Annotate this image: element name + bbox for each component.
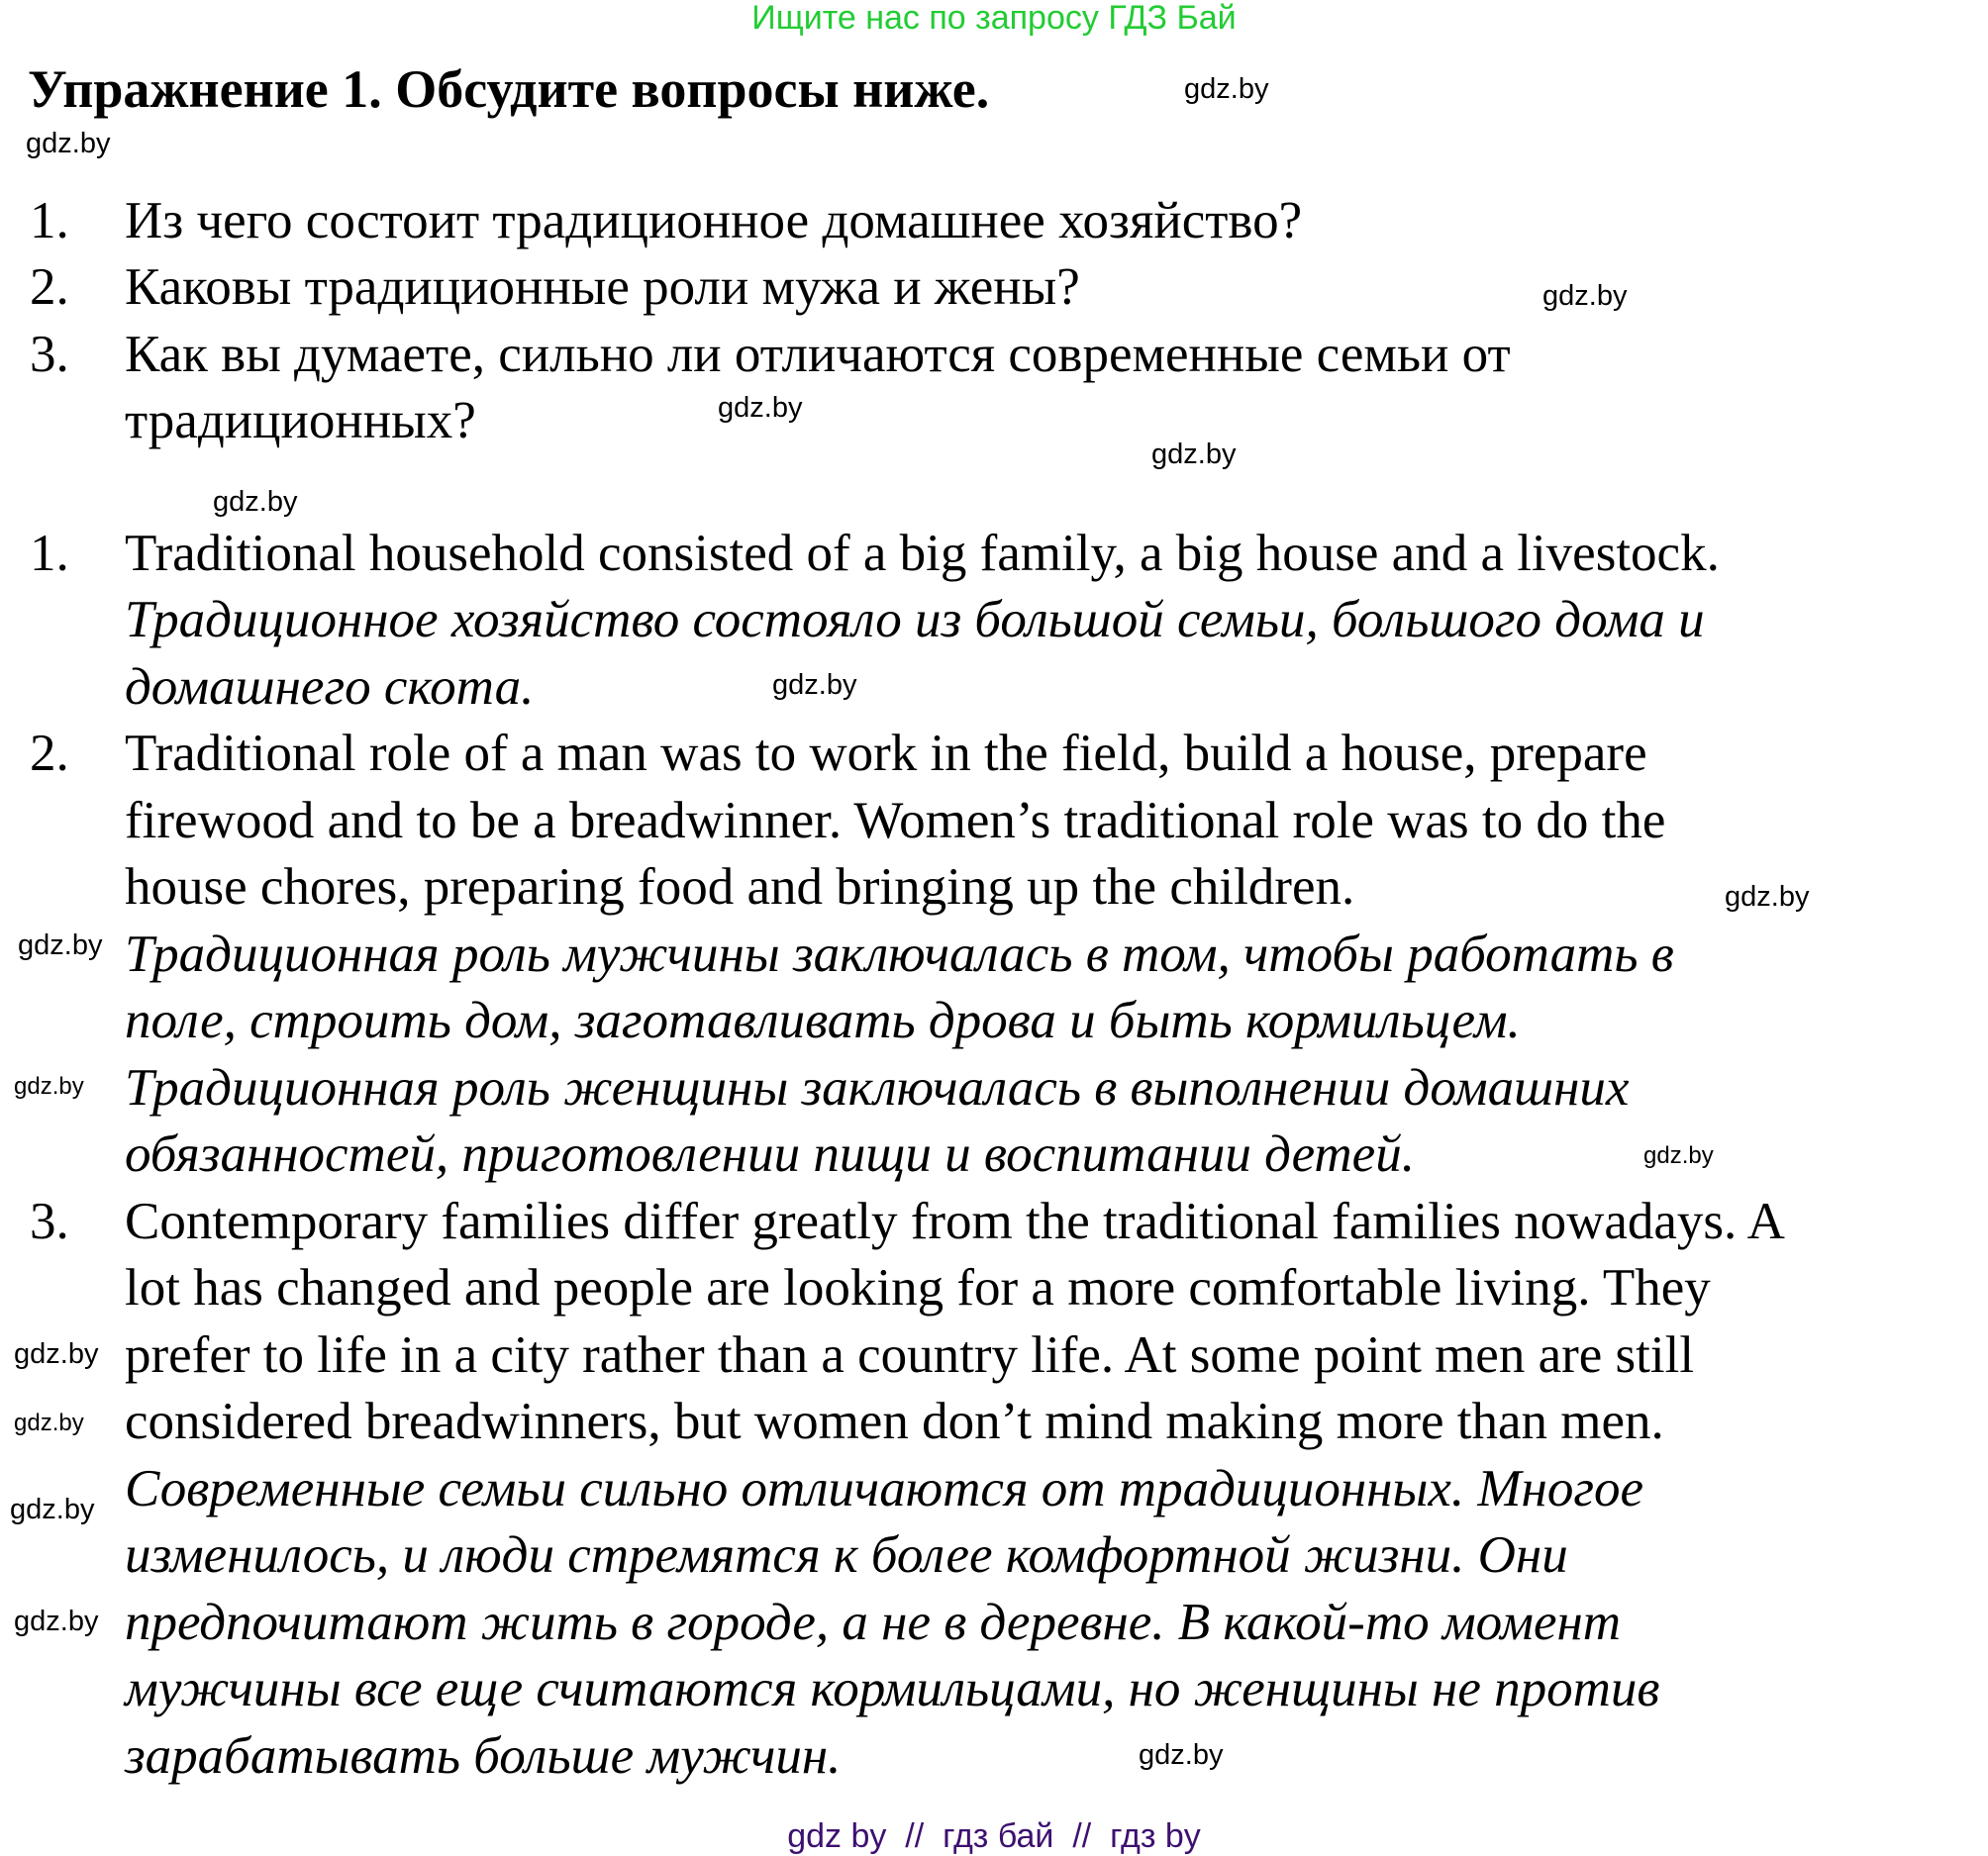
watermark: gdz.by (718, 392, 803, 424)
line-text: Traditional household consisted of a big family, a big house and a livestock. (125, 524, 1720, 582)
line-text: Traditional role of a man was to work in the field, build a house, prepare (125, 725, 1647, 783)
translation-text: поле, строить дом, заготавливать дрова и быть кормильцем. (125, 992, 1521, 1050)
item-number: 2. (30, 725, 69, 783)
item-number: 3. (30, 325, 69, 383)
line-text: Каковы традиционные роли мужа и жены? (125, 258, 1080, 317)
item-number: 2. (30, 258, 69, 317)
line-text: Contemporary families differ greatly from the traditional families nowadays. A (125, 1192, 1785, 1250)
watermark: gdz.by (1725, 881, 1810, 913)
line-text: prefer to life in a city rather than a country life. At some point men are still (125, 1325, 1695, 1384)
watermark: gdz.by (14, 1338, 99, 1370)
translation-text: Традиционная роль женщины заключалась в выполнении домашних (125, 1058, 1630, 1117)
watermark: gdz.by (18, 929, 103, 961)
translation-text: обязанностей, приготовлении пищи и воспитании детей. (125, 1125, 1415, 1184)
translation-text: домашнего скота. (125, 657, 535, 716)
line-text: considered breadwinners, but women don’t mind making more than men. (125, 1393, 1664, 1451)
line-text: традиционных? (125, 392, 476, 450)
translation-text: Традиционная роль мужчины заключалась в том, чтобы работать в (125, 925, 1674, 983)
watermark: gdz.by (10, 1494, 95, 1525)
line-text: lot has changed and people are looking for a more comfortable living. They (125, 1259, 1711, 1318)
line-text: Из чего состоит традиционное домашнее хозяйство? (125, 191, 1303, 249)
watermark: gdz.by (213, 486, 298, 518)
translation-text: изменилось, и люди стремятся к более комфортной жизни. Они (125, 1526, 1568, 1585)
watermark: gdz.by (1542, 280, 1628, 312)
watermark: gdz.by (1184, 73, 1269, 105)
watermark: gdz.by (1643, 1142, 1714, 1169)
watermark: gdz.by (1151, 439, 1237, 470)
translation-text: Традиционное хозяйство состояло из большой семьи, большого дома и (125, 591, 1705, 649)
line-text: Как вы думаете, сильно ли отличаются современные семьи от (125, 325, 1511, 383)
translation-text: предпочитают жить в городе, а не в деревне. В какой-то момент (125, 1593, 1622, 1651)
watermark: gdz.by (26, 128, 111, 159)
item-number: 1. (30, 524, 69, 582)
translation-text: мужчины все еще считаются кормильцами, но женщины не против (125, 1660, 1660, 1718)
translation-text: зарабатывать больше мужчин. (125, 1726, 842, 1785)
watermark: gdz.by (1139, 1739, 1224, 1771)
item-number: 1. (30, 191, 69, 249)
exercise-title: Упражнение 1. Обсудите вопросы ниже. (28, 59, 990, 119)
watermark: gdz.by (14, 1410, 84, 1436)
footer-links: gdz by // гдз бай // гдз by (787, 1817, 1201, 1855)
line-text: firewood and to be a breadwinner. Women’s traditional role was to do the (125, 791, 1666, 849)
translation-text: Современные семьи сильно отличаются от традиционных. Многое (125, 1459, 1644, 1517)
watermark: gdz.by (14, 1073, 84, 1100)
item-number: 3. (30, 1192, 69, 1250)
watermark: gdz.by (772, 669, 857, 701)
line-text: house chores, preparing food and bringing up the children. (125, 858, 1355, 917)
search-banner: Ищите нас по запросу ГДЗ Бай (751, 0, 1237, 37)
watermark: gdz.by (14, 1606, 99, 1637)
